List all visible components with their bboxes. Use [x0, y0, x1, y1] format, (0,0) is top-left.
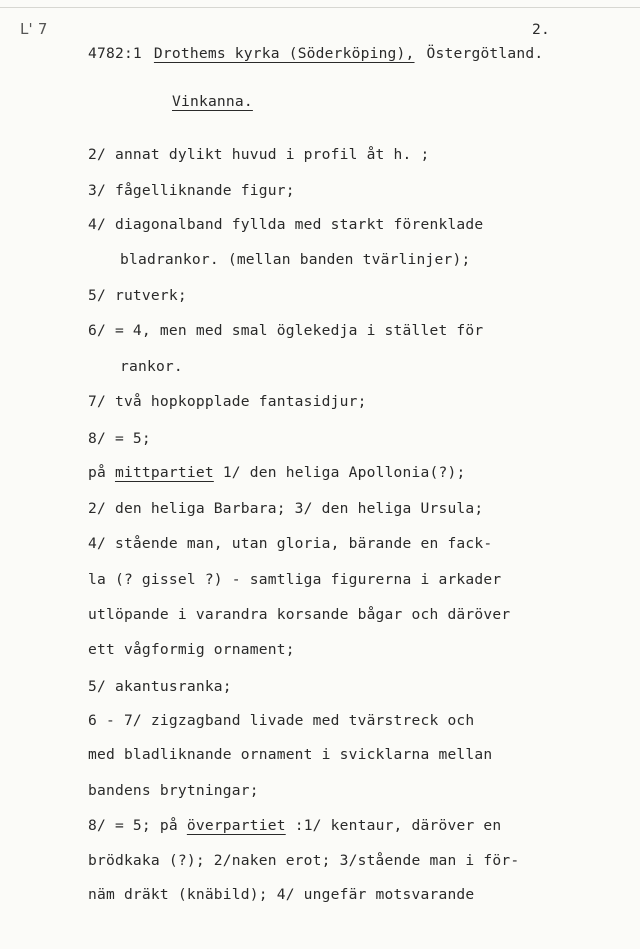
- text-line: la (? gissel ?) - samtliga figurerna i arkader: [88, 571, 502, 588]
- document-header: [88, 45, 543, 62]
- text-line: [88, 817, 501, 834]
- corner-mark: L' 7: [20, 20, 48, 38]
- text-line: 6 - 7/ zigzagband livade med tvärstreck och: [88, 712, 475, 729]
- text-line: näm dräkt (knäbild); 4/ ungefär motsvarande: [88, 886, 475, 903]
- text-line: ett vågformig ornament;: [88, 641, 295, 658]
- catalog-number: 4782:1: [88, 45, 142, 62]
- page-number: 2.: [532, 21, 550, 38]
- text-line: 3/ fågelliknande figur;: [88, 182, 295, 199]
- text-line: bladrankor. (mellan banden tvärlinjer);: [120, 251, 471, 268]
- text-line: 2/ den heliga Barbara; 3/ den heliga Ursula;: [88, 500, 484, 517]
- text-line: [88, 464, 465, 481]
- text-line-start: på: [88, 464, 115, 481]
- text-line: 7/ två hopkopplade fantasidjur;: [88, 393, 367, 410]
- underlined-term: överpartiet: [186, 817, 286, 834]
- text-line: 4/ stående man, utan gloria, bärande en fack-: [88, 535, 493, 552]
- church-name: Drothems kyrka (Söderköping),: [153, 45, 415, 62]
- text-line: rankor.: [120, 358, 183, 375]
- page-top-edge: [0, 7, 640, 8]
- province: Östergötland.: [426, 45, 544, 62]
- text-line: 5/ rutverk;: [88, 287, 187, 304]
- text-line-end: 1/ den heliga Apollonia(?);: [213, 464, 466, 481]
- text-line-start: 8/ = 5; på: [88, 817, 187, 834]
- text-line: 4/ diagonalband fyllda med starkt förenklade: [88, 216, 484, 233]
- text-line: med bladliknande ornament i svicklarna mellan: [88, 746, 493, 763]
- text-line: utlöpande i varandra korsande bågar och däröver: [88, 606, 511, 623]
- text-line: brödkaka (?); 2/naken erot; 3/stående man i för-: [88, 852, 520, 869]
- underlined-term: mittpartiet: [114, 464, 214, 481]
- text-line-end: :1/ kentaur, däröver en: [285, 817, 502, 834]
- section-title: Vinkanna.: [172, 93, 253, 110]
- text-line: 5/ akantusranka;: [88, 678, 232, 695]
- text-line: 8/ = 5;: [88, 430, 151, 447]
- text-line: bandens brytningar;: [88, 782, 259, 799]
- text-line: 6/ = 4, men med smal öglekedja i stället för: [88, 322, 484, 339]
- text-line: 2/ annat dylikt huvud i profil åt h. ;: [88, 146, 430, 163]
